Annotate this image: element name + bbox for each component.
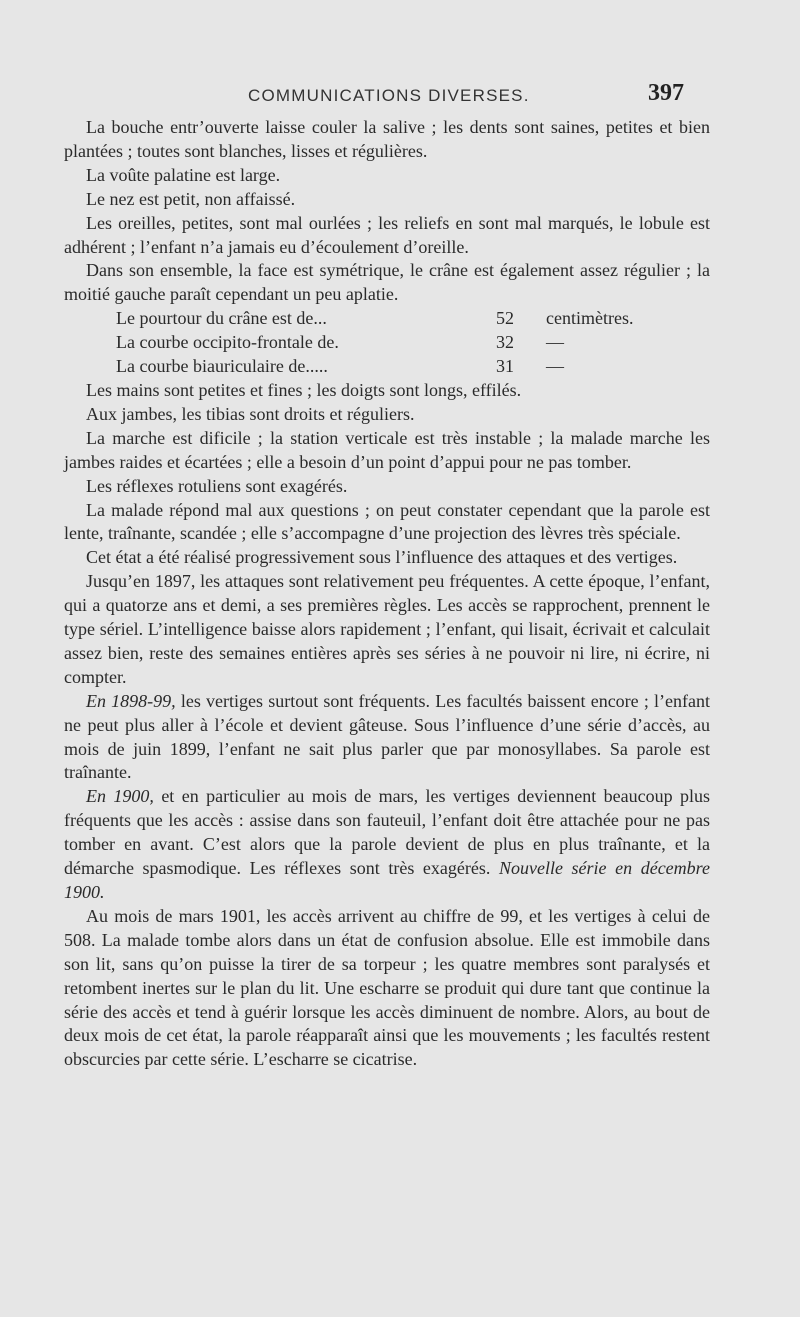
paragraph-text: et en particulier au mois de mars, les vertiges deviennent beaucoup plus fréquents que les accès : assise dans son fauteuil, l’enfant doit être attachée pour ne pas tomber en avant. C’est alors que la parole devient de plus en plus traînante, et la démarche spasmodique. Les réflexes sont très exagérés. [64,786,711,879]
date-lead: En 1898-99, [86,690,176,711]
page-number: 397 [648,80,684,106]
paragraph: Les réflexes rotuliens sont exagérés. [86,475,348,496]
paragraph: La malade répond mal aux questions ; on peut constater cependant que la parole est lente, traînante, scandée ; elle s’accompagne d’une projection des lèvres très spéciale. [64,499,710,544]
paragraph: Cet état a été réalisé progressivement sous l’influence des attaques et des vertiges. [86,547,678,568]
paragraph [64,785,710,905]
measurement-value: 31 [496,356,514,377]
italic-note: Nouvelle série en décembre 1900. [64,858,710,902]
measurement-label: Le pourtour du crâne est de... [116,308,327,329]
body-text [64,116,710,1072]
paragraph [64,690,710,786]
measurement-value: 52 [496,308,514,329]
paragraph: Dans son ensemble, la face est symétrique, le crâne est également assez régulier ; la moitié gauche paraît cependant un peu aplatie. [64,260,710,305]
paragraph: Aux jambes, les tibias sont droits et réguliers. [86,403,415,424]
measurement-label: La courbe biauriculaire de..... [116,356,328,377]
paragraph: La voûte palatine est large. [86,164,281,185]
measurement-value: 32 [496,332,514,353]
paragraph-text: les vertiges surtout sont fréquents. Les facultés baissent encore ; l’enfant ne peut plus aller à l’école et devient gâteuse. Sous l’influence d’une série d’accès, au mois de juin 1899, l’enfant ne sait plus parler que par monosyllabes. Sa parole est traînante. [64,690,710,783]
paragraph: Le nez est petit, non affaissé. [86,188,296,209]
paragraph: La bouche entr’ouverte laisse couler la salive ; les dents sont saines, petites et bien plantées ; toutes sont blanches, lisses et régulières. [64,117,710,161]
paragraph: Les oreilles, petites, sont mal ourlées ; les reliefs en sont mal marqués, le lobule est adhérent ; l’enfant n’a jamais eu d’écoulement d’oreille. [64,212,710,257]
measurement-row [116,307,710,331]
paragraph: Les mains sont petites et fines ; les doigts sont longs, effilés. [86,379,522,400]
measurement-row [116,355,710,379]
running-head: COMMUNICATIONS DIVERSES. [248,86,530,105]
measurement-row [116,331,710,355]
measurement-unit: — [546,332,564,353]
paragraph: Jusqu’en 1897, les attaques sont relativement peu fréquentes. A cette époque, l’enfant, qui a quatorze ans et demi, a ses premières règles. Les accès se rapprochent, prennent le type sériel. L’intelligence baisse alors rapidement ; l’enfant, qui lisait, écrivait et calculait assez bien, reste des semaines entières après ses séries à ne pouvoir ni lire, ni écrire, ni compter. [64,571,710,687]
date-lead: En 1900, [86,786,154,807]
page-header [0,80,800,110]
measurement-unit: — [546,356,564,377]
paragraph: La marche est dificile ; la station verticale est très instable ; la malade marche les jambes raides et écartées ; elle a besoin d’un point d’appui pour ne pas tomber. [64,427,710,472]
paragraph: Au mois de mars 1901, les accès arrivent au chiffre de 99, et les vertiges à celui de 508. La malade tombe alors dans un état de confusion absolue. Elle est immobile dans son lit, sans qu’on puisse la tirer de sa torpeur ; les quatre membres sont paralysés et retombent inertes sur le plan du lit. Une escharre se produit qui dure tant que continue la série des accès et tend à guérir lorsque les accès diminuent de nombre. Alors, au bout de deux mois de cet état, la parole réapparaît ainsi que les mouvements ; les facultés restent obscurcies par cette série. L’escharre se cicatrise. [64,905,710,1070]
measurement-label: La courbe occipito-frontale de. [116,332,339,353]
measurement-unit: centimètres. [546,308,634,329]
